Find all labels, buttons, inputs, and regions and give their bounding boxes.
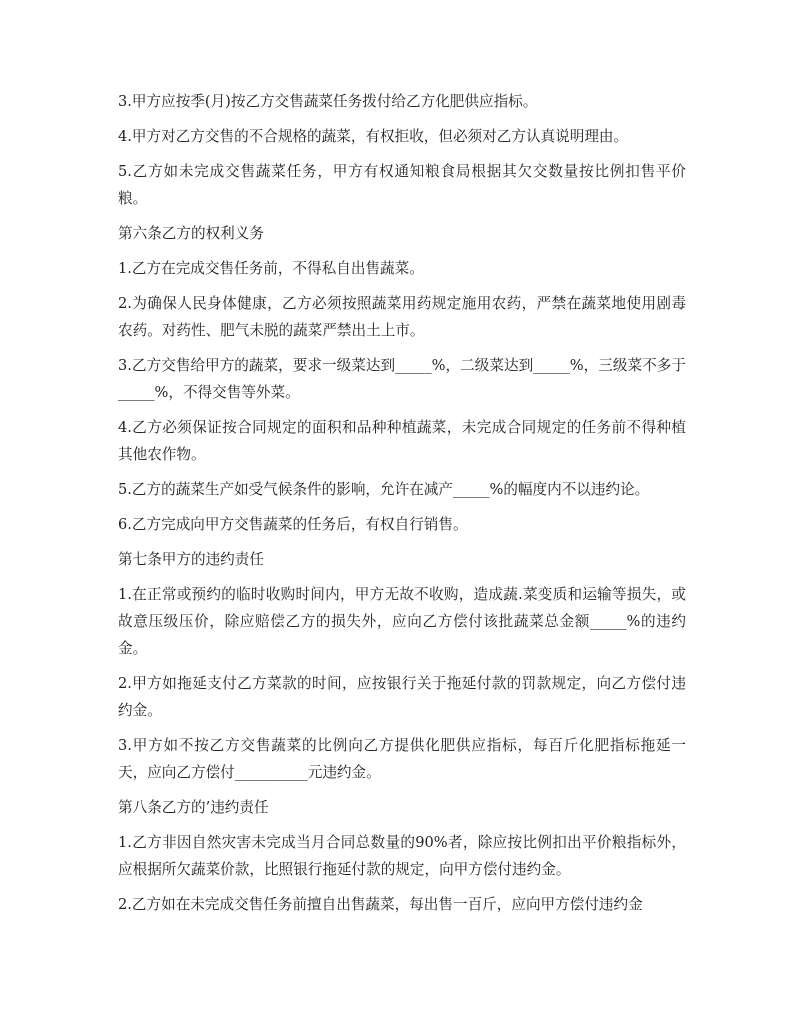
clause-paragraph: 5.乙方如未完成交售蔬菜任务，甲方有权通知粮食局根据其欠交数量按比例扣售平价粮。	[118, 163, 686, 207]
clause-paragraph: 3.乙方交售给甲方的蔬菜，要求一级菜达到_____%，二级菜达到_____%，三级菜不多于_____%，不得交售等外菜。	[118, 357, 686, 401]
clause-paragraph: 2.为确保人民身体健康，乙方必须按照蔬菜用药规定施用农药，严禁在蔬菜地使用剧毒农药。对药性、肥气未脱的蔬菜严禁出土上市。	[118, 295, 686, 339]
clause-paragraph: 3.甲方如不按乙方交售蔬菜的比例向乙方提供化肥供应指标，每百斤化肥指标拖延一天，应向乙方偿付__________元违约金。	[118, 737, 686, 781]
section-heading: 第七条甲方的违约责任	[118, 551, 264, 568]
clause-paragraph: 5.乙方的蔬菜生产如受气候条件的影响，允许在减产_____%的幅度内不以违约论。	[118, 481, 650, 498]
clause-paragraph: 4.甲方对乙方交售的不合规格的蔬菜，有权拒收，但必须对乙方认真说明理由。	[118, 128, 629, 145]
document-body	[118, 88, 686, 926]
clause-paragraph: 1.乙方非因自然灾害未完成当月合同总数量的90%者，除应按比例扣出平价粮指标外，应根据所欠蔬菜价款，比照银行拖延付款的规定，向甲方偿付违约金。	[118, 834, 686, 878]
clause-paragraph: 6.乙方完成向甲方交售蔬菜的任务后，有权自行销售。	[118, 516, 468, 533]
clause-paragraph: 3.甲方应按季(月)按乙方交售蔬菜任务拨付给乙方化肥供应指标。	[118, 93, 538, 110]
clause-paragraph: 1.乙方在完成交售任务前，不得私自出售蔬菜。	[118, 260, 424, 277]
clause-paragraph: 2.甲方如拖延支付乙方菜款的时间，应按银行关于拖延付款的罚款规定，向乙方偿付违约金。	[118, 675, 686, 719]
clause-paragraph: 4.乙方必须保证按合同规定的面积和品种种植蔬菜，未完成合同规定的任务前不得种植其他农作物。	[118, 419, 686, 463]
clause-paragraph: 2.乙方如在未完成交售任务前擅自出售蔬菜，每出售一百斤，应向甲方偿付违约金	[118, 896, 643, 913]
section-heading: 第八条乙方的’违约责任	[118, 799, 269, 816]
clause-paragraph: 1.在正常或预约的临时收购时间内，甲方无故不收购，造成蔬.菜变质和运输等损失，或故意压级压价，除应赔偿乙方的损失外，应向乙方偿付该批蔬菜总金额_____%的违约金。	[118, 586, 686, 657]
section-heading: 第六条乙方的权利义务	[118, 225, 264, 242]
